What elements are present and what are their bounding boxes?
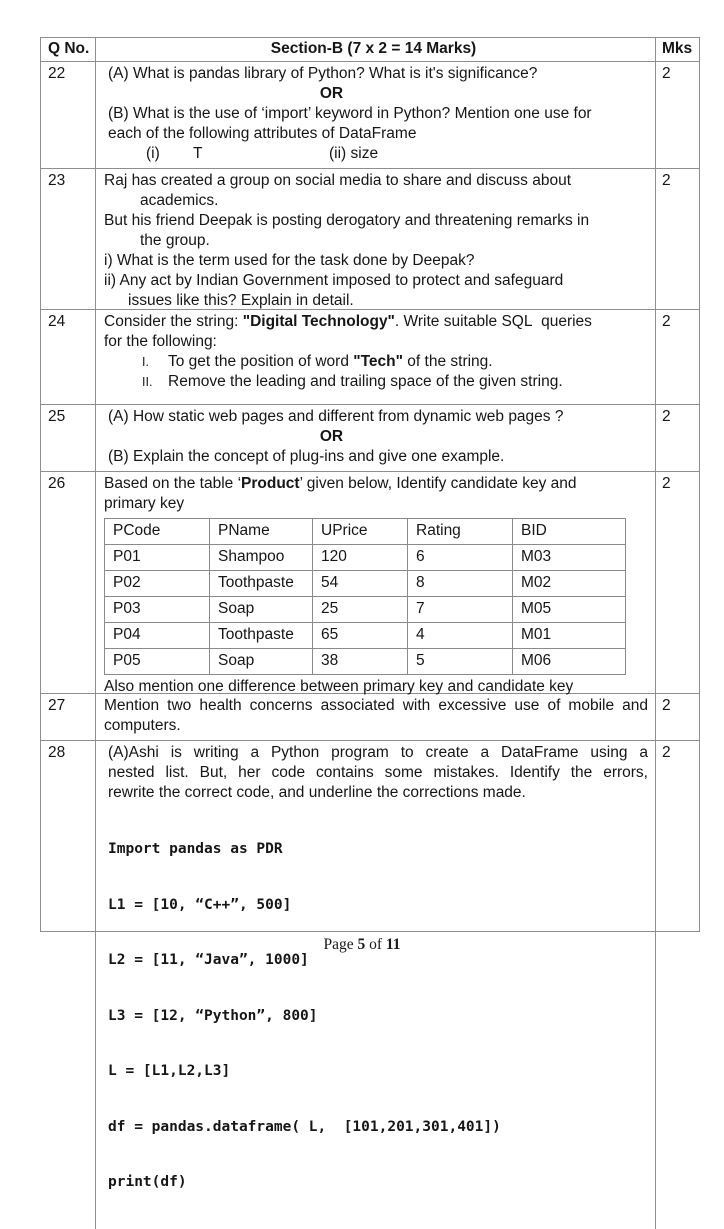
cell-p02: P02 [113, 574, 141, 591]
marks-24: 2 [655, 310, 699, 404]
marks-22: 2 [655, 62, 699, 168]
qno-24: 24 [41, 310, 96, 404]
q24-line1-pre: Consider the string: [104, 313, 243, 330]
header-qno: Q No. [41, 38, 96, 61]
marks-28: 2 [655, 741, 699, 1229]
q22-part-a: (A) What is pandas library of Python? What is it's significance? [108, 65, 538, 82]
product-col-uprice: UPrice [312, 519, 407, 544]
q24-line1-bold: "Digital Technology" [242, 313, 395, 330]
product-col-pcode: PCode [113, 522, 161, 539]
q23-line7: issues like this? Explain in detail. [128, 292, 354, 309]
q25-part-a: (A) How static web pages and different from dynamic web pages ? [108, 408, 564, 425]
cell-p05: P05 [113, 652, 141, 669]
cell-p03-name: Soap [209, 597, 312, 622]
q22-part-b-line2: each of the following attributes of DataFrame [108, 125, 417, 142]
q23-line4: the group. [140, 232, 210, 249]
code-line-4: L3 = [12, “Python”, 800] [108, 1007, 318, 1024]
marks-25: 2 [655, 405, 699, 471]
cell-p05-name: Soap [209, 649, 312, 674]
product-row-2 [105, 570, 625, 596]
q24-item-2 [142, 372, 651, 392]
qno-27: 27 [41, 694, 96, 740]
cell-p02-price: 54 [312, 571, 407, 596]
q24-item-1 [142, 352, 651, 372]
cell-p04-rating: 4 [407, 623, 512, 648]
footer-page-number: 5 [357, 936, 366, 953]
q23-line6: ii) Any act by Indian Government imposed to protect and safeguard [104, 272, 564, 289]
q26-line1-post: ’ given below, Identify candidate key and [299, 475, 577, 492]
question-row-26 [41, 471, 699, 693]
cell-p01-rating: 6 [407, 545, 512, 570]
marks-26: 2 [655, 472, 699, 697]
product-col-pname: PName [209, 519, 312, 544]
question-row-27 [41, 693, 699, 740]
cell-p05-price: 38 [312, 649, 407, 674]
page-footer [0, 936, 724, 954]
q23-line5: i) What is the term used for the task done by Deepak? [104, 252, 475, 269]
code-line-2: L1 = [10, “C++”, 500] [108, 896, 292, 913]
product-table-header [105, 519, 625, 544]
q25-or: OR [319, 428, 344, 445]
q22-attr-i-value: T [193, 145, 203, 162]
q23-line2: academics. [140, 192, 219, 209]
q24-line1-post: . Write suitable SQL queries [394, 313, 592, 330]
cell-p02-rating: 8 [407, 571, 512, 596]
q27-line1: Mention two health concerns associated with excessive use of mobile and [104, 697, 648, 714]
cell-p01-bid: M03 [512, 545, 627, 570]
footer-mid: of [365, 936, 386, 953]
q24-item-2-text: Remove the leading and trailing space of the given string. [168, 373, 563, 390]
cell-p03-bid: M05 [512, 597, 627, 622]
cell-p05-bid: M06 [512, 649, 627, 674]
q23-line3: But his friend Deepak is posting derogatory and threatening remarks in [104, 212, 590, 229]
q26-line3: Also mention one difference between primary key and candidate key [104, 678, 574, 695]
table-header-row [41, 38, 699, 61]
product-table [104, 518, 626, 675]
product-row-4 [105, 622, 625, 648]
question-27-content [96, 694, 655, 740]
header-mks: Mks [655, 38, 699, 61]
product-row-1 [105, 544, 625, 570]
code-line-6: df = pandas.dataframe( L, [101,201,301,401]) [108, 1118, 501, 1135]
cell-p04-name: Toothpaste [209, 623, 312, 648]
marks-23: 2 [655, 169, 699, 311]
q24-item-1-marker: I. [142, 355, 149, 369]
product-row-3 [105, 596, 625, 622]
qno-28: 28 [41, 741, 96, 1229]
code-line-1: Import pandas as PDR [108, 841, 283, 857]
q28-intro-line3: rewrite the correct code, and underline the corrections made. [108, 784, 526, 801]
question-row-23 [41, 168, 699, 309]
q24-item-1-pre: To get the position of word [168, 353, 354, 370]
q26-line1-bold: Product [241, 475, 300, 492]
q24-item-2-marker: II. [142, 375, 153, 389]
question-row-22 [41, 61, 699, 168]
qno-25: 25 [41, 405, 96, 471]
cell-p04-bid: M01 [512, 623, 627, 648]
cell-p04: P04 [113, 626, 141, 643]
question-row-24 [41, 309, 699, 404]
question-table [40, 37, 700, 1190]
code-line-7: print(df) [108, 1174, 187, 1190]
q28-code-block [96, 803, 651, 1229]
product-col-bid: BID [512, 519, 627, 544]
q22-attr-ii: (ii) size [329, 145, 379, 162]
question-25-content [96, 405, 655, 471]
q22-part-b-line1: (B) What is the use of ‘import’ keyword in Python? Mention one use for [108, 105, 592, 122]
cell-p02-name: Toothpaste [209, 571, 312, 596]
header-section-title: Section-B (7 x 2 = 14 Marks) [270, 40, 477, 57]
q26-line2: primary key [104, 495, 185, 512]
marks-27: 2 [655, 694, 699, 740]
product-col-rating: Rating [407, 519, 512, 544]
code-line-3: L2 = [11, “Java”, 1000] [108, 952, 309, 968]
q24-line1 [96, 312, 651, 332]
q23-line1: Raj has created a group on social media to share and discuss about [104, 172, 572, 189]
q22-or: OR [319, 85, 344, 102]
q28-intro-line1: (A)Ashi is writing a Python program to create a DataFrame using a [108, 744, 648, 761]
footer-pre: Page [323, 936, 358, 953]
q22-attr-i-label: (i) [146, 145, 160, 162]
cell-p03: P03 [113, 600, 141, 617]
code-line-5: L = [L1,L2,L3] [108, 1063, 231, 1079]
footer-total-pages: 11 [385, 936, 401, 953]
qno-22: 22 [41, 62, 96, 168]
q26-line1-pre: Based on the table ‘ [104, 475, 242, 492]
question-23-content [96, 169, 655, 311]
question-26-content [96, 472, 655, 697]
q27-line2: computers. [104, 717, 181, 734]
question-24-content [96, 310, 655, 404]
cell-p03-price: 25 [312, 597, 407, 622]
q25-part-b: (B) Explain the concept of plug-ins and give one example. [108, 448, 505, 465]
q24-item-1-post: of the string. [403, 353, 493, 370]
q28-intro-line2: nested list. But, her code contains some mistakes. Identify the errors, [108, 764, 648, 781]
cell-p04-price: 65 [312, 623, 407, 648]
qno-23: 23 [41, 169, 96, 311]
cell-p05-rating: 5 [407, 649, 512, 674]
question-28-content [96, 741, 655, 1229]
cell-p01-name: Shampoo [209, 545, 312, 570]
q26-line1 [96, 474, 651, 494]
question-22-content [96, 62, 655, 168]
q24-line2: for the following: [104, 333, 217, 350]
product-row-5 [105, 648, 625, 674]
q24-item-1-bold: "Tech" [353, 353, 403, 370]
cell-p01: P01 [113, 548, 141, 565]
cell-p02-bid: M02 [512, 571, 627, 596]
question-row-25 [41, 404, 699, 471]
cell-p01-price: 120 [312, 545, 407, 570]
cell-p03-rating: 7 [407, 597, 512, 622]
q22-attributes-line [96, 144, 651, 164]
qno-26: 26 [41, 472, 96, 697]
